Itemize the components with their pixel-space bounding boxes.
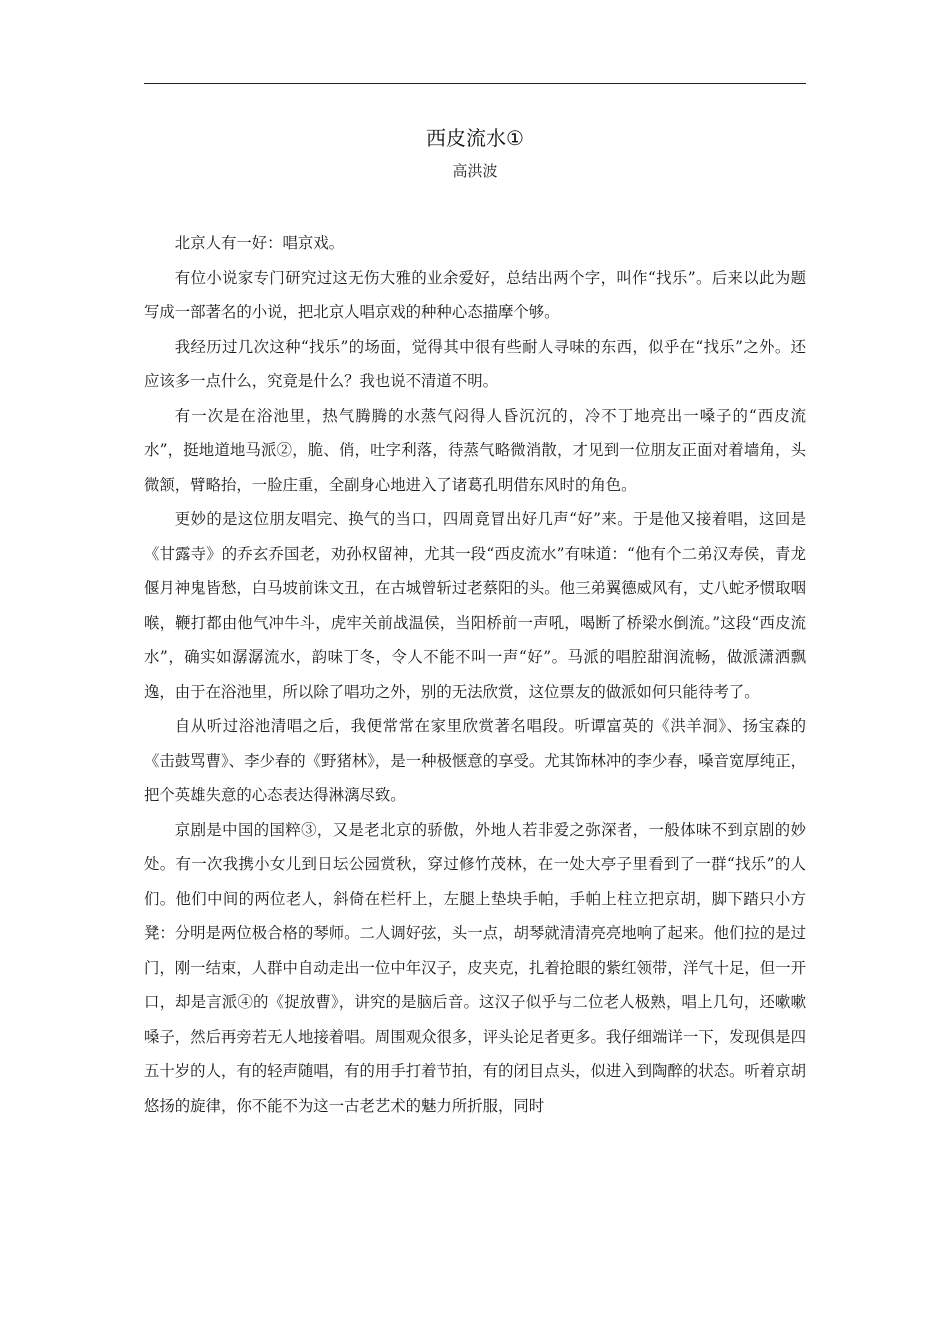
header-rule <box>144 83 806 84</box>
article-author: 高洪波 <box>452 162 498 180</box>
paragraph: 京剧是中国的国粹③，又是老北京的骄傲，外地人若非爱之弥深者，一般体味不到京剧的妙处。有一次我携小女儿到日坛公园赏秋，穿过修竹茂林，在一处大亭子里看到了一群“找乐”的人们。他们中间的两位老人，斜倚在栏杆上，左腿上垫块手帕，手帕上柱立把京胡，脚下踏只小方凳：分明是两位极合格的琴师。二人调好弦，头一点，胡琴就清清亮亮地响了起来。他们拉的是过门，刚一结束，人群中自动走出一位中年汉子，皮夹克，扎着抢眼的紫红领带，洋气十足，但一开口，却是言派④的《捉放曹》，讲究的是脑后音。这汉子似乎与二位老人极熟，唱上几句，还嗽嗽嗓子，然后再旁若无人地接着唱。周围观众很多，评头论足者更多。我仔细端详一下，发现俱是四五十岁的人，有的轻声随唱，有的用手打着节拍，有的闭目点头，似进入到陶醉的状态。听着京胡悠扬的旋律，你不能不为这一古老艺术的魅力所折服，同时 <box>144 820 806 1115</box>
paragraph: 有一次是在浴池里，热气腾腾的水蒸气闷得人昏沉沉的，冷不丁地亮出一嗓子的“西皮流水”，挺地道地马派②，脆、俏，吐字利落，待蒸气略微消散，才见到一位朋友正面对着墙角，头微颔，臂略抬，一脸庄重，全副身心地进入了诸葛孔明借东风时的角色。 <box>144 406 806 494</box>
paragraph: 有位小说家专门研究过这无伤大雅的业余爱好，总结出两个字，叫作“找乐”。后来以此为题写成一部著名的小说，把北京人唱京戏的种种心态描摩个够。 <box>144 268 806 321</box>
article-body <box>144 226 806 1123</box>
article-title: 西皮流水① <box>426 126 524 150</box>
paragraph: 北京人有一好：唱京戏。 <box>174 234 345 252</box>
paragraph: 我经历过几次这种“找乐”的场面，觉得其中很有些耐人寻味的东西，似乎在“找乐”之外。还应该多一点什么，究竟是什么？我也说不清道不明。 <box>144 337 806 390</box>
paragraph: 自从听过浴池清唱之后，我便常常在家里欣赏著名唱段。听谭富英的《洪羊洞》、扬宝森的《击鼓骂曹》、李少春的《野猪林》，是一种极惬意的享受。尤其饰林冲的李少春，嗓音宽厚纯正，把个英雄失意的心态表达得淋漓尽致。 <box>144 717 806 804</box>
paragraph: 更妙的是这位朋友唱完、换气的当口，四周竟冒出好几声“好”来。于是他又接着唱，这回是《甘露寺》的乔玄乔国老，劝孙权留神，尤其一段“西皮流水”有味道：“他有个二弟汉寿侯，青龙偃月神鬼皆愁，白马坡前诛文丑，在古城曾斩过老蔡阳的头。他三弟翼德威风有，丈八蛇矛惯取咽喉，鞭打都由他气冲牛斗，虎牢关前战温侯，当阳桥前一声吼，喝断了桥梁水倒流。”这段“西皮流水”，确实如潺潺流水，韵味丁冬，令人不能不叫一声“好”。马派的唱腔甜润流畅，做派潇洒飘逸，由于在浴池里，所以除了唱功之外，别的无法欣赏，这位票友的做派如何只能待考了。 <box>144 510 806 701</box>
